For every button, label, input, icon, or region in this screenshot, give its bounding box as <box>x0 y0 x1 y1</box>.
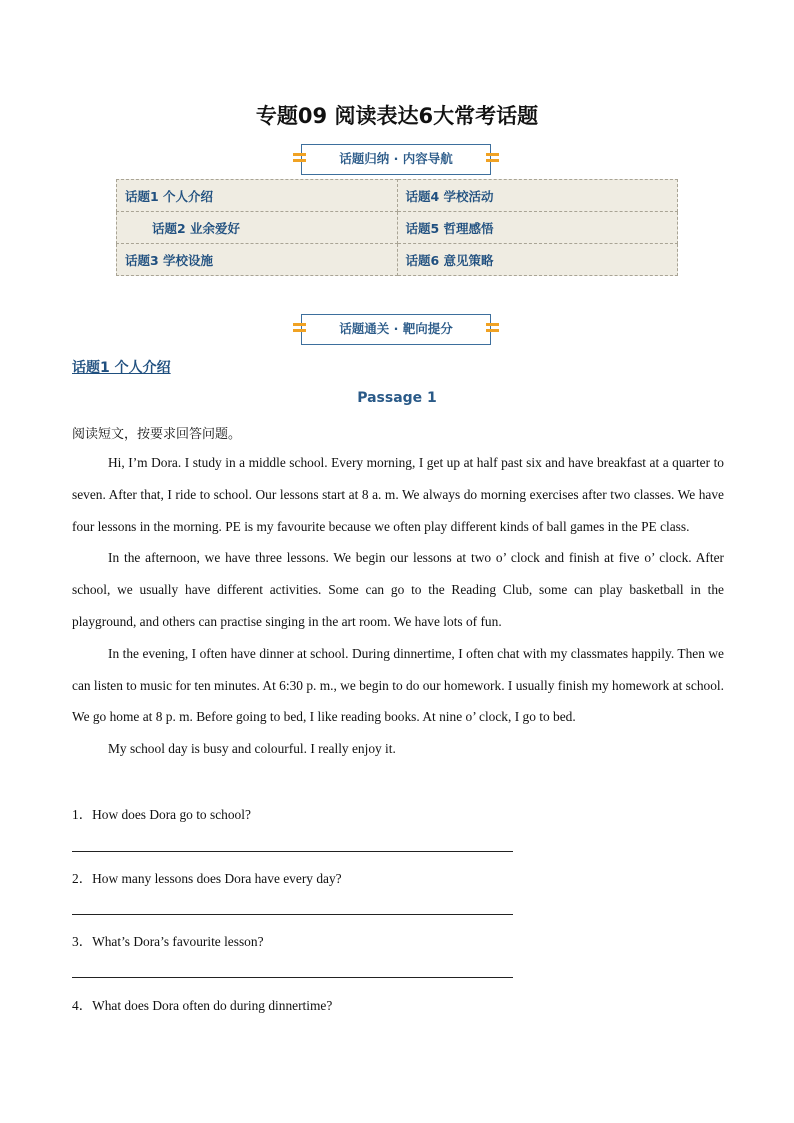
paragraph: In the afternoon, we have three lessons. We begin our lessons at two o’ clock and finish at five o’ clock. After school, we usually have different activities. Some can go to the Reading Club, some can play basketball in the playground, and others can practise singing in the art room. We have lots of fun. <box>72 550 724 629</box>
table-row <box>117 212 678 244</box>
passage-title: Passage 1 <box>357 390 437 406</box>
toc-item: 话题3 学校设施 <box>117 244 398 276</box>
answer-line-3[interactable] <box>72 977 513 978</box>
banner-label: 话题归纳 · 内容导航 <box>339 151 453 166</box>
instruction-text: 阅读短文，按要求回答问题。 <box>72 427 242 442</box>
toc-item: 话题5 哲理感悟 <box>397 212 678 244</box>
toc-item: 话题2 业余爱好 <box>117 212 398 244</box>
question-4: 4．What does Dora often do during dinnertime? <box>72 998 333 1013</box>
topic-heading: 话题1 个人介绍 <box>72 360 171 376</box>
question-2: 2．How many lessons does Dora have every day? <box>72 871 342 886</box>
question-3: 3．What’s Dora’s favourite lesson? <box>72 934 264 949</box>
answer-line-1[interactable] <box>72 851 513 852</box>
answer-line-2[interactable] <box>72 914 513 915</box>
equals-mark-icon <box>293 153 306 164</box>
paragraph: Hi, I’m Dora. I study in a middle school. Every morning, I get up at half past six and have breakfast at a quarter to seven. After that, I ride to school. Our lessons start at 8 a. m. We always do morning exercises after two classes. We have four lessons in the morning. PE is my favourite because we often play different kinds of ball games in the PE class. <box>72 455 724 534</box>
topic-table <box>116 179 678 276</box>
question-1: 1．How does Dora go to school? <box>72 807 251 822</box>
toc-item: 话题6 意见策略 <box>397 244 678 276</box>
equals-mark-icon <box>486 153 499 164</box>
section-banner-navigation <box>301 144 491 175</box>
passage-body <box>72 447 724 765</box>
banner-label: 话题通关 · 靶向提分 <box>339 321 453 336</box>
equals-mark-icon <box>486 323 499 334</box>
paragraph: In the evening, I often have dinner at school. During dinnertime, I often chat with my classmates happily. Then we can listen to music for ten minutes. At 6:30 p. m., we begin to do our homework. I usually finish my homework at school. We go home at 8 p. m. Before going to bed, I like reading books. At nine o’ clock, I go to bed. <box>72 645 724 725</box>
toc-item: 话题4 学校活动 <box>397 180 678 212</box>
page-title: 专题09 阅读表达6大常考话题 <box>255 104 539 128</box>
toc-item: 话题1 个人介绍 <box>117 180 398 212</box>
section-banner-practice <box>301 314 491 345</box>
paragraph: My school day is busy and colourful. I really enjoy it. <box>108 741 396 757</box>
table-row <box>117 244 678 276</box>
table-row <box>117 180 678 212</box>
equals-mark-icon <box>293 323 306 334</box>
